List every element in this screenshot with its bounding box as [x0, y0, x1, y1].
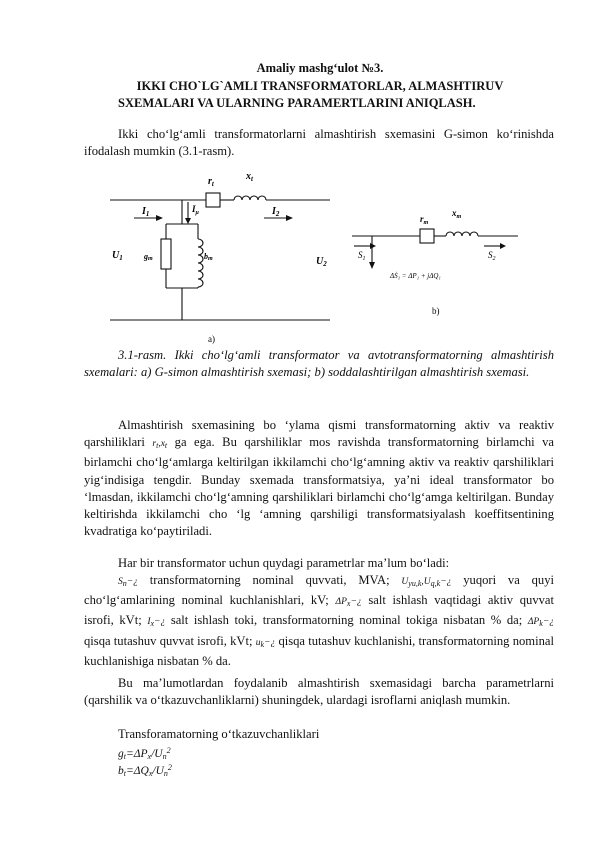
s1-label: $S_1$ [358, 250, 366, 262]
formula-gt: $g_t=\Delta P_x/U_n^2$ [118, 746, 171, 761]
paragraph-3: $S_n-¿$ transformatorning nominal quvvati, MVA; $U_{yu,k},U_{q,k}-¿$ yuqori va quyi cho‘lg‘amlarining nominal kuchlanishlari, kV; $\Delta P_x-¿$ salt ishlash vaqtidagi aktiv quvvat isrofi, kVt; $I_x-¿$ salt ishlash toki, transformatorning nominal tokiga nisbatan % da; $\Delta P_k-¿$ qisqa tutashuv quvvat isrofi, kVt; $u_k-¿$ qisqa tutashuv kuchlanishi, transformatorning nominal kuchlanishiga nisbatan % da. [84, 573, 555, 668]
uk-symbol: $u_k-¿$ [255, 637, 276, 649]
paragraph-4: Bu ma’lumotlardan foydalanib almashtirish sxemasidagi barcha parametrlarni (qarshilik va o‘tkazuvchanliklarni) shuningdek, ulardagi isroflarni aniqlash mumkin. [84, 676, 554, 708]
i2-label: $I_2$ [272, 206, 280, 218]
bm-label: bm [204, 252, 213, 262]
imu-label: $I_\mu$ [192, 204, 199, 216]
paragraph-1: Almashtirish sxemasining bo ‘ylama qismi transformatorning aktiv va reaktiv qarshiliklari $r_t,x_t$ ga ega. Bu qarshiliklar mos ravishda transformatorning birlamchi va birlamchi cho‘lg‘amlarga keltirilgan ikkilamchi cho‘lg‘amning aktiv va reaktiv qarshiliklari yig‘indisiga tengdir. Bunday sxemada transformatsiya, ya’ni ideal transformator bo ‘lmasdan, ikkilamchi cho‘lg‘amning qarshiliklari birlamchi cho‘lg‘amga keltirilgan. Bunday keltirishda ikkilamchi cho ‘lg ‘amning qarshiligi transformatsiyalash koeffitsentining kvadratiga ko‘paytiriladi. [84, 418, 555, 539]
figure-a-label: a) [208, 334, 215, 344]
circuit-diagram-a [104, 166, 336, 346]
paragraph-5: Transforamatorning o‘tkazuvchanliklari [118, 727, 320, 741]
rm-label: $r_m$ [420, 214, 429, 226]
i1-label: $I_1$ [142, 206, 150, 218]
gm-label: gm [144, 252, 153, 262]
formula-bt: $b_t=\Delta Q_x/U_n^2$ [118, 763, 172, 778]
page-title: Amaliy mashg‘ulot №3. [256, 61, 384, 75]
figure-b-label: b) [432, 306, 440, 316]
figure-caption: 3.1-rasm. Ikki cho‘lg‘amli transformator va avtotransformatorning almashtirish sxemalari: a) G-simon almashtirish sxemasi; b) soddalashtirilgan almashtirish sxemasi. [84, 348, 554, 380]
u-symbol: $U_{yu,k},U_{q,k}-¿$ [401, 577, 452, 588]
sn-symbol: $S_n-¿$ [118, 577, 138, 588]
px-symbol: $\Delta P_x-¿$ [335, 597, 362, 609]
paragraph-2: Har bir transformator uchun quydagi parametrlar ma’lum bo‘ladi: [118, 556, 450, 570]
loss-formula: ΔṠ₁ = ΔP₁ + jΔQ₁ [390, 272, 441, 280]
rt-symbol: $r_t,x_t$ [152, 439, 168, 451]
rt-label: $r_t$ [208, 176, 214, 188]
xm-label: $x_m$ [452, 208, 462, 220]
circuit-diagram-b [348, 198, 524, 322]
pk-symbol: $\Delta P_k-¿$ [527, 617, 554, 629]
xt-label: $x_t$ [246, 171, 253, 183]
s2-label: $S_2$ [488, 250, 496, 262]
ix-symbol: $I_x-¿$ [147, 617, 166, 629]
u2-label: $U_2$ [316, 256, 327, 268]
intro-paragraph: Ikki cho‘lg‘amli transformatorlarni almashtirish sxemasini G-simon ko‘rinishda ifodalash mumkin (3.1-rasm). [84, 127, 554, 159]
title-line-2: IKKI CHO`LG`AMLI TRANSFORMATORLAR, ALMASHTIRUV [136, 79, 504, 93]
title-line-3: SXEMALARI VA ULARNING PARAMERTLARINI ANIQLASH. [118, 96, 476, 110]
u1-label: $U_1$ [112, 250, 123, 262]
